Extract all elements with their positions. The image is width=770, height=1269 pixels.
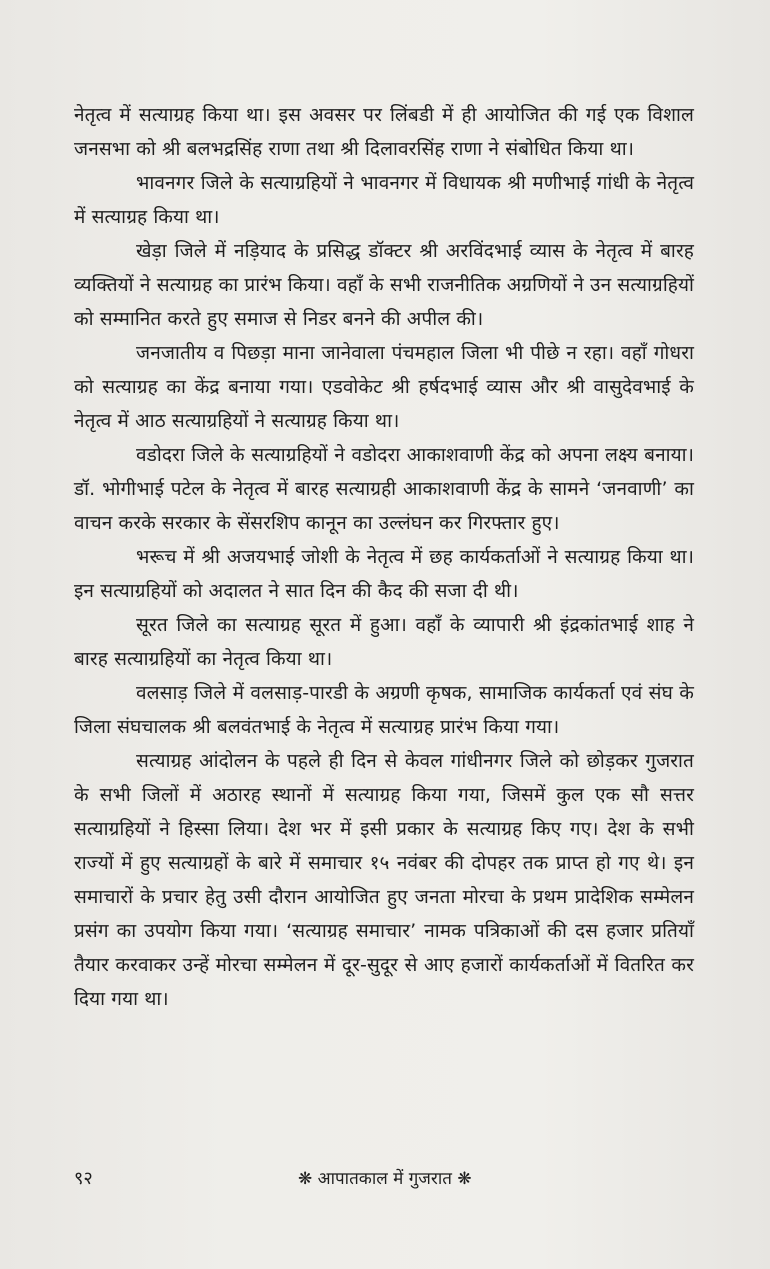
paragraph-panchmahal: जनजातीय व पिछड़ा माना जानेवाला पंचमहाल जिला भी पीछे न रहा। वहाँ गोधरा को सत्याग्रह का केंद्र बनाया गया। एडवोकेट श्री हर्षदभाई व्यास और श्री वासुदेवभाई के नेतृत्व में आठ सत्याग्रहियों ने सत्याग्रह किया था।	[74, 342, 694, 432]
body-text	[74, 98, 694, 1016]
paragraph-bhavnagar: भावनगर जिले के सत्याग्रहियों ने भावनगर में विधायक श्री मणीभाई गांधी के नेतृत्व में सत्याग्रह किया था।	[74, 172, 694, 228]
paragraph-vadodara: वडोदरा जिले के सत्याग्रहियों ने वडोदरा आकाशवाणी केंद्र को अपना लक्ष्य बनाया। डॉ. भोगीभाई पटेल के नेतृत्व में बारह सत्याग्रही आकाशवाणी केंद्र के सामने ‘जनवाणी’ का वाचन करके सरकार के सेंसरशिप कानून का उल्लंघन कर गिरफ्तार हुए।	[74, 444, 694, 534]
page-number: ९२	[74, 1168, 93, 1189]
paragraph-continued: नेतृत्व में सत्याग्रह किया था। इस अवसर पर लिंबडी में ही आयोजित की गई एक विशाल जनसभा को श्री बलभद्रसिंह राणा तथा श्री दिलावरसिंह राणा ने संबोधित किया था।	[74, 104, 694, 160]
paragraph-valsad: वलसाड़ जिले में वलसाड़-पारडी के अग्रणी कृषक, सामाजिक कार्यकर्ता एवं संघ के जिला संघचालक श्री बलवंतभाई के नेतृत्व में सत्याग्रह प्रारंभ किया गया।	[74, 682, 694, 738]
paragraph-kheda: खेड़ा जिले में नड़ियाद के प्रसिद्ध डॉक्टर श्री अरविंदभाई व्यास के नेतृत्व में बारह व्यक्तियों ने सत्याग्रह का प्रारंभ किया। वहाँ के सभी राजनीतिक अग्रणियों ने उन सत्याग्रहियों को सम्मानित करते हुए समाज से निडर बनने की अपील की।	[74, 240, 694, 330]
paragraph-bharuch: भरूच में श्री अजयभाई जोशी के नेतृत्व में छह कार्यकर्ताओं ने सत्याग्रह किया था। इन सत्याग्रहियों को अदालत ने सात दिन की कैद की सजा दी थी।	[74, 546, 694, 602]
page-footer	[74, 1166, 694, 1192]
running-title: ❋ आपातकाल में गुजरात ❋	[298, 1169, 472, 1189]
paragraph-surat: सूरत जिले का सत्याग्रह सूरत में हुआ। वहाँ के व्यापारी श्री इंद्रकांतभाई शाह ने बारह सत्याग्रहियों का नेतृत्व किया था।	[74, 614, 694, 670]
paragraph-summary: सत्याग्रह आंदोलन के पहले ही दिन से केवल गांधीनगर जिले को छोड़कर गुजरात के सभी जिलों में अठारह स्थानों में सत्याग्रह किया गया, जिसमें कुल एक सौ सत्तर सत्याग्रहियों ने हिस्सा लिया। देश भर में इसी प्रकार के सत्याग्रह किए गए। देश के सभी राज्यों में हुए सत्याग्रहों के बारे में समाचार १५ नवंबर की दोपहर तक प्राप्त हो गए थे। इन समाचारों के प्रचार हेतु उसी दौरान आयोजित हुए जनता मोरचा के प्रथम प्रादेशिक सम्मेलन प्रसंग का उपयोग किया गया। ‘सत्याग्रह समाचार’ नामक पत्रिकाओं की दस हजार प्रतियाँ तैयार करवाकर उन्हें मोरचा सम्मेलन में दूर-सुदूर से आए हजारों कार्यकर्ताओं में वितरित कर दिया गया था।	[74, 750, 694, 1010]
